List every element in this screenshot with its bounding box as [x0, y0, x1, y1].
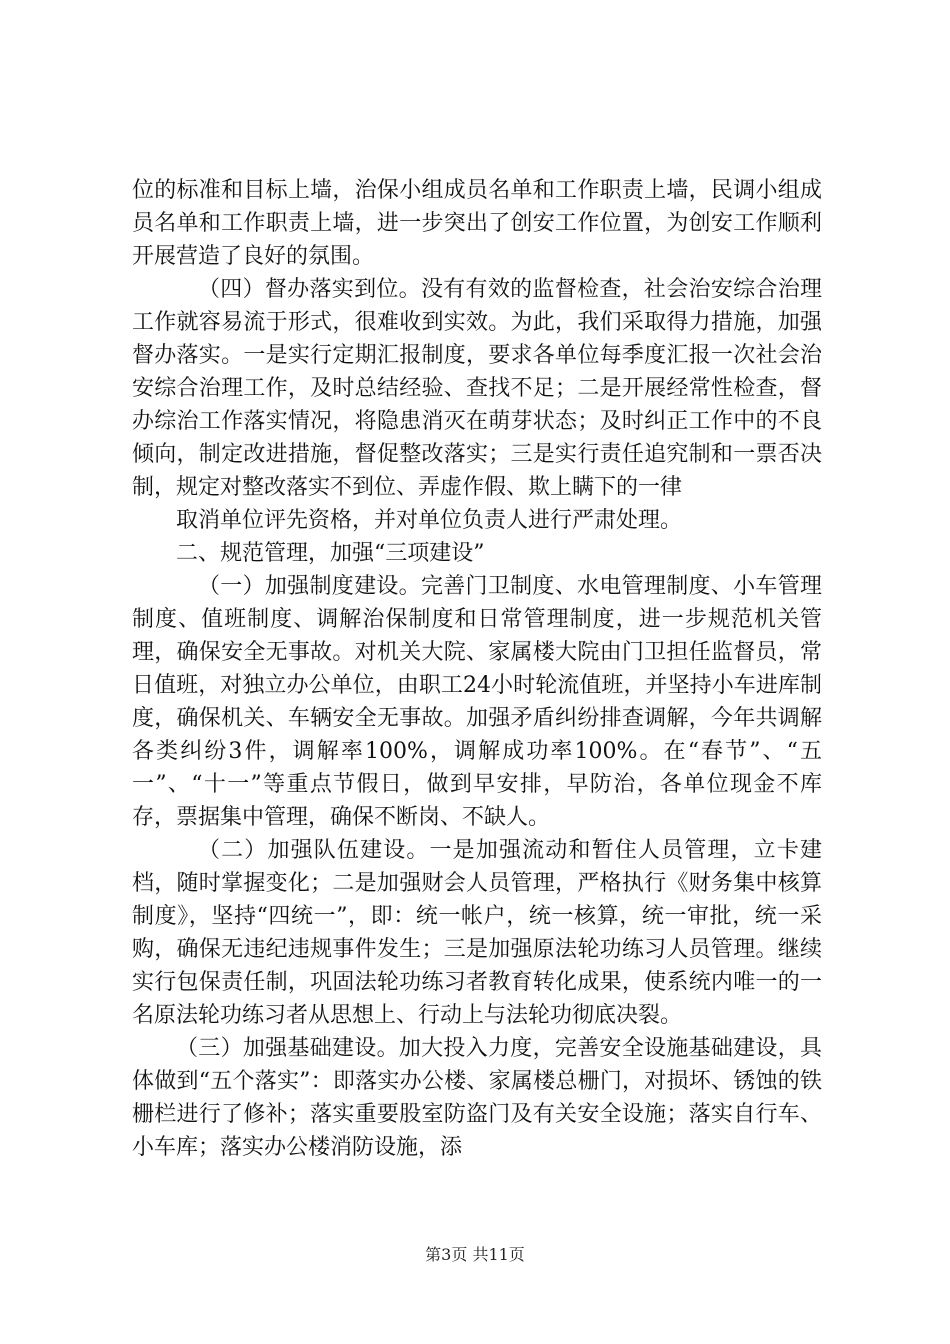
- paragraph-section-4: （四）督办落实到位。没有有效的监督检查，社会治安综合治理工作就容易流于形式，很难收到实效。为此，我们采取得力措施，加强督办落实。一是实行定期汇报制度，要求各单位每季度汇报一次社会治安综合治理工作，及时总结经验、查找不足；二是开展经常性检查，督办综治工作落实情况，将隐患消灭在萌芽状态；及时纠正工作中的不良倾向，制定改进措施，督促整改落实；三是实行责任追究制和一票否决制，规定对整改落实不到位、弄虚作假、欺上瞒下的一律: [132, 277, 822, 500]
- paragraph-subsection-2: （二）加强队伍建设。一是加强流动和暂住人员管理，立卡建档，随时掌握变化；二是加强财会人员管理，严格执行《财务集中核算制度》，坚持“四统一”，即：统一帐户，统一核算，统一审批，统一采购，确保无违纪违规事件发生；三是加强原法轮功练习人员管理。继续实行包保责任制，巩固法轮功练习者教育转化成果，使系统内唯一的一名原法轮功练习者从思想上、行动上与法轮功彻底决裂。: [132, 838, 822, 1028]
- page-number-label: 第3页 共11页: [425, 1245, 525, 1264]
- paragraph-subsection-1: （一）加强制度建设。完善门卫制度、水电管理制度、小车管理制度、值班制度、调解治保制度和日常管理制度，进一步规范机关管理，确保安全无事故。对机关大院、家属楼大院由门卫担任监督员，常日值班，对独立办公单位，由职工24小时轮流值班，并坚持小车进库制度，确保机关、车辆安全无事故。加强矛盾纠纷排查调解，今年共调解各类纠纷3件，调解率100%，调解成功率100%。在“春节”、“五一”、“十一”等重点节假日，做到早安排，早防治，各单位现金不库存，票据集中管理，确保不断岗、不缺人。: [132, 574, 822, 830]
- paragraph-subsection-3: （三）加强基础建设。加大投入力度，完善安全设施基础建设，具体做到“五个落实”：即落实办公楼、家属楼总栅门，对损坏、锈蚀的铁栅栏进行了修补；落实重要股室防盗门及有关安全设施；落实自行车、小车库；落实办公楼消防设施，添: [132, 1036, 822, 1160]
- paragraph-continuation: 位的标准和目标上墙，治保小组成员名单和工作职责上墙，民调小组成员名单和工作职责上墙，进一步突出了创安工作位置，为创安工作顺利开展营造了良好的氛围。: [132, 178, 822, 269]
- body-text: [132, 174, 822, 1164]
- paragraph-section-4-end: 取消单位评先资格，并对单位负责人进行严肃处理。: [176, 508, 683, 533]
- page-footer: [0, 1245, 950, 1265]
- heading-part-2: 二、规范管理，加强“三项建设”: [176, 541, 485, 566]
